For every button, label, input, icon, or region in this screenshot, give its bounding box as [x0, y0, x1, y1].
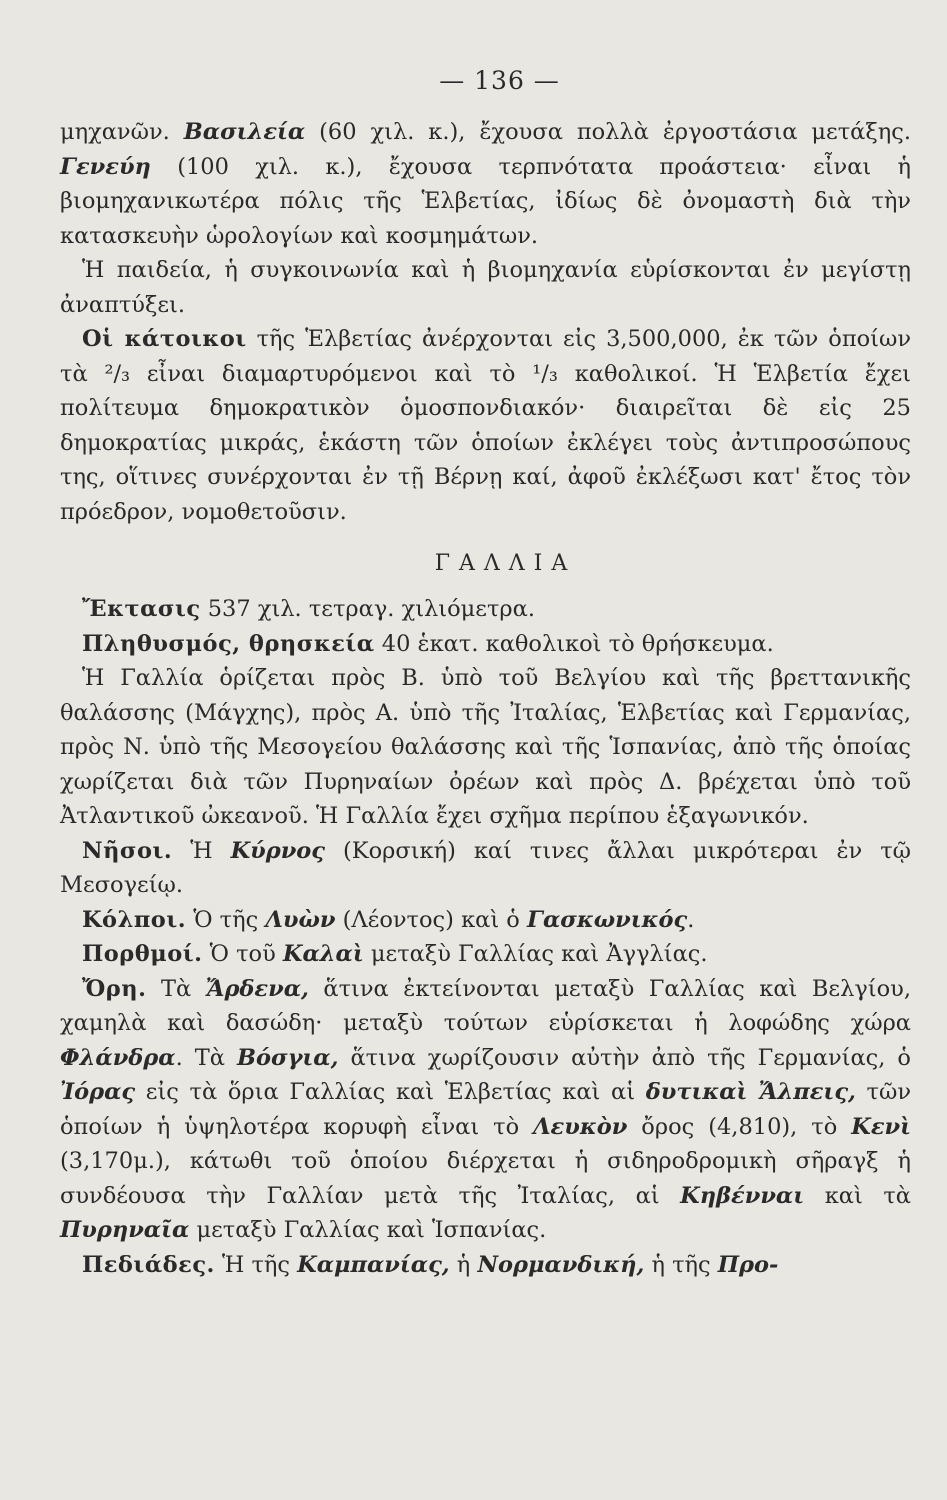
- place-name: Κηβένναι: [680, 1182, 805, 1209]
- paragraph-lead: Πορθμοί.: [82, 941, 203, 967]
- place-name: Λυὼν: [265, 906, 336, 933]
- place-name: Κενὶ: [851, 1113, 911, 1140]
- paragraph-gulfs: Κόλποι. Ὁ τῆς Λυὼν (Λέοντος) καὶ ὁ Γασκωνικός.: [82, 906, 695, 933]
- body-text-top: [60, 115, 911, 529]
- place-name: Βασιλεία: [183, 119, 306, 145]
- body-text-bottom: [60, 592, 911, 1282]
- place-name: Βόσγια,: [236, 1044, 339, 1071]
- paragraph-lead: Πεδιάδες.: [82, 1251, 215, 1278]
- place-name: Γενεύη: [60, 153, 151, 180]
- place-name: Λευκὸν: [533, 1113, 628, 1140]
- paragraph-population: Πληθυσμός, θρησκεία 40 ἑκατ. καθολικοὶ τὸ θρήσκευμα.: [82, 630, 774, 657]
- paragraph-mountains: Ὄρη. Τὰ Ἄρδενα, ἅτινα ἐκτείνονται μεταξὺ Γαλλίας καὶ Βελγίου, χαμηλὰ καὶ δασώδη· μεταξὺ τούτων εὑρίσκεται ἡ λοφώδης χώρα Φλάνδρα. Τὰ Βόσγια, ἅτινα χωρίζουσιν αὐτὴν ἀπὸ τῆς Γερμανίας, ὁ Ἰόρας εἰς τὰ ὅρια Γαλλίας καὶ Ἑλβετίας καὶ αἱ δυτικαὶ Ἄλπεις, τῶν ὁποίων ἡ ὑψηλοτέρα κορυφὴ εἶναι τὸ Λευκὸν ὄρος (4,810), τὸ Κενὶ (3,170μ.), κάτωθι τοῦ ὁποίου διέρχεται ἡ σιδηροδρομικὴ σῆραγξ ἡ συνδέουσα τὴν Γαλλίαν μετὰ τῆς Ἰταλίας, αἱ Κηβένναι καὶ τὰ Πυρηναῖα μεταξὺ Γαλλίας καὶ Ἱσπανίας.: [60, 975, 912, 1243]
- place-name: Ἰόρας: [60, 1079, 136, 1105]
- place-name: Προ-: [717, 1251, 779, 1278]
- paragraph-lead: Οἱ κάτοικοι: [82, 326, 247, 352]
- place-name: Πυρηναῖα: [60, 1217, 190, 1243]
- place-name: Καλαὶ: [282, 941, 364, 967]
- paragraph-education: Ἡ παιδεία, ἡ συγκοινωνία καὶ ἡ βιομηχανία εὑρίσκονται ἐν μεγίστῃ ἀναπτύξει.: [60, 257, 911, 318]
- paragraph-lead: Κόλποι.: [82, 906, 187, 933]
- place-name: Γασκωνικός: [527, 906, 688, 933]
- paragraph-lead: Νῆσοι.: [82, 837, 173, 864]
- paragraph-lead: Ὄρη.: [82, 975, 147, 1002]
- paragraph-cities: μηχανῶν. Βασιλεία (60 χιλ. κ.), ἔχουσα πολλὰ ἐργοστάσια μετάξης. Γενεύη (100 χιλ. κ.), ἔχουσα τερπνότατα προάστεια· εἶναι ἡ βιομηχανικωτέρα πόλις τῆς Ἑλβετίας, ἰδίως δὲ ὀνομαστὴ διὰ τὴν κατασκευὴν ὡρολογίων καὶ κοσμημάτων.: [60, 119, 911, 249]
- paragraph-lead: Πληθυσμός, θρησκεία: [82, 630, 375, 657]
- place-name: Νορμανδική,: [477, 1251, 645, 1278]
- page-number: — 136 —: [439, 66, 560, 95]
- paragraph-lead: Ἔκτασις: [82, 596, 201, 622]
- paragraph-area: Ἔκτασις 537 χιλ. τετραγ. χιλιόμετρα.: [82, 596, 535, 622]
- paragraph-straits: Πορθμοί. Ὁ τοῦ Καλαὶ μεταξὺ Γαλλίας καὶ Ἀγγλίας.: [82, 941, 708, 967]
- paragraph-plains: Πεδιάδες. Ἡ τῆς Καμπανίας, ἡ Νορμανδική, ἡ τῆς Προ-: [82, 1251, 779, 1278]
- place-name: δυτικαὶ Ἄλπεις,: [645, 1079, 856, 1105]
- paragraph-inhabitants: Οἱ κάτοικοι τῆς Ἑλβετίας ἀνέρχονται εἰς 3,500,000, ἐκ τῶν ὁποίων τὰ ²/₃ εἶναι διαμαρτυρόμενοι καὶ τὸ ¹/₃ καθολικοί. Ἡ Ἑλβετία ἔχει πολίτευμα δημοκρατικὸν ὁμοσπονδιακόν· διαιρεῖται δὲ εἰς 25 δημοκρατίας μικράς, ἑκάστη τῶν ὁποίων ἐκλέγει τοὺς ἀντιπροσώπους της, οἵτινες συνέρχονται ἐν τῇ Βέρνῃ καί, ἀφοῦ ἐκλέξωσι κατ' ἔτος τὸν πρόεδρον, νομοθετοῦσιν.: [60, 326, 912, 525]
- place-name: Κύρνος: [230, 837, 326, 864]
- place-name: Ἄρδενα,: [205, 975, 309, 1002]
- paragraph-borders: Ἡ Γαλλία ὁρίζεται πρὸς Β. ὑπὸ τοῦ Βελγίου καὶ τῆς βρεττανικῆς θαλάσσης (Μάγχης), πρὸς Α. ὑπὸ τῆς Ἰταλίας, Ἑλβετίας καὶ Γερμανίας, πρὸς Ν. ὑπὸ τῆς Μεσογείου θαλάσσης καὶ τῆς Ἱσπανίας, ἀπὸ τῆς ὁποίας χωρίζεται διὰ τῶν Πυρηναίων ὀρέων καὶ πρὸς Δ. βρέχεται ὑπὸ τοῦ Ἀτλαντικοῦ ὠκεανοῦ. Ἡ Γαλλία ἔχει σχῆμα περίπου ἑξαγωνικόν.: [60, 665, 911, 829]
- section-title: ΓΑΛΛΙΑ: [434, 551, 577, 576]
- paragraph-islands: Νῆσοι. Ἡ Κύρνος (Κορσική) καί τινες ἄλλαι μικρότεραι ἐν τῷ Μεσογείῳ.: [60, 837, 911, 898]
- place-name: Καμπανίας,: [297, 1251, 450, 1278]
- place-name: Φλάνδρα: [60, 1044, 176, 1071]
